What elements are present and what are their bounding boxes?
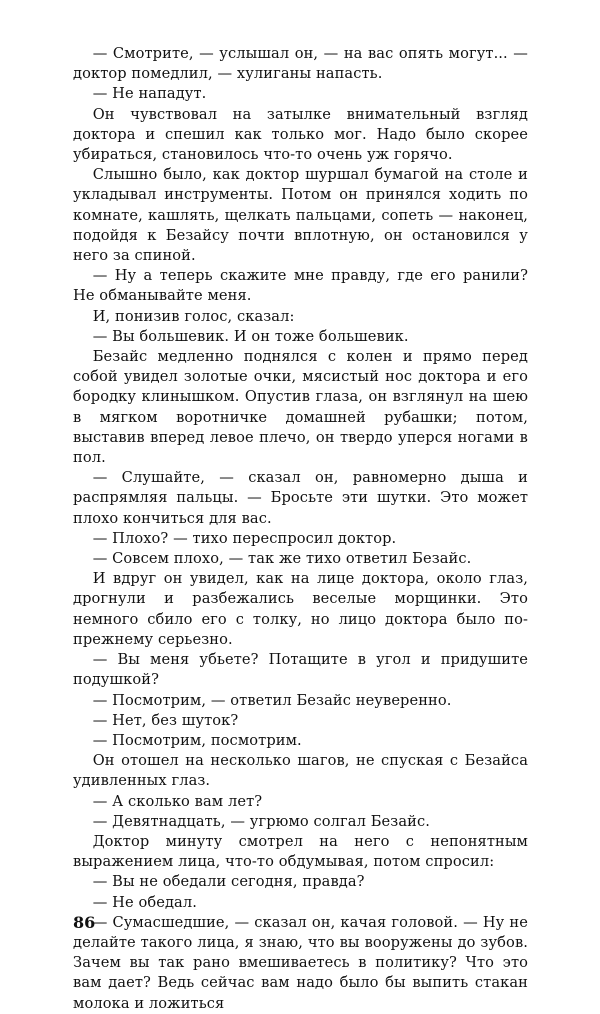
paragraph: — Не нападут. (92, 85, 207, 103)
paragraph: — Вы меня убьете? Потащите в угол и придушите подушкой? (73, 651, 528, 689)
page-number: 86 (73, 913, 96, 932)
paragraph: — Вы не обедали сегодня, правда? (92, 873, 365, 891)
paragraph: — Девятнадцать, — угрюмо солгал Безайс. (92, 812, 430, 830)
paragraph: — Смотрите, — услышал он, — на вас опять могут... — доктор помедлил, — хулиганы напасть. (73, 45, 528, 83)
paragraph: Слышно было, как доктор шуршал бумагой на столе и укладывал инструменты. Потом он принялся ходить по комнате, кашлять, щелкать пальцами, сопеть — наконец, подойдя к Безайсу почти вплотную, он остановился у него за спиной. (73, 166, 528, 265)
paragraph: Доктор минуту смотрел на него с непонятным выражением лица, что-то обдумывая, потом спросил: (73, 832, 528, 871)
body-text (73, 44, 528, 1014)
paragraph: — Посмотрим, посмотрим. (92, 731, 302, 749)
paragraph: Он чувствовал на затылке внимательный взгляд доктора и спешил как только мог. Надо было скорее убираться, становилось что-то очень уж горячо. (73, 105, 528, 164)
paragraph: Безайс медленно поднялся с колен и прямо перед собой увидел золотые очки, мясистый нос доктора и его бородку клинышком. Опустив глаза, он взглянул на шею в мягком воротничке домашней рубашки; потом, выставив вперед левое плечо, он твердо уперся ногами в пол. (73, 348, 528, 467)
paragraph: — Вы большевик. И он тоже большевик. (92, 327, 409, 345)
paragraph: И вдруг он увидел, как на лице доктора, около глаз, дрогнули и разбежались веселые морщинки. Это немного сбило его с толку, но лицо доктора было по-прежнему серьезно. (73, 570, 528, 648)
paragraph: — Нет, без шуток? (92, 711, 239, 729)
paragraph: — Совсем плохо, — так же тихо ответил Безайс. (92, 550, 472, 568)
paragraph: — А сколько вам лет? (92, 792, 263, 810)
paragraph: И, понизив голос, сказал: (92, 307, 295, 325)
paragraph: — Слушайте, — сказал он, равномерно дыша и распрямляя пальцы. — Бросьте эти шутки. Это может плохо кончиться для вас. (73, 469, 528, 527)
paragraph: — Не обедал. (92, 893, 197, 911)
paragraph: Он отошел на несколько шагов, не спуская с Безайса удивленных глаз. (73, 752, 528, 790)
paragraph: — Сумасшедшие, — сказал он, качая головой. — Ну не делайте такого лица, я знаю, что вы вооружены до зубов. Зачем вы так рано вмешиваетесь в политику? Что это вам дает? Ведь сейчас вам надо было бы выпить стакан молока и ложиться (73, 913, 528, 1012)
paragraph: — Посмотрим, — ответил Безайс неуверенно. (92, 691, 452, 709)
paragraph: — Ну а теперь скажите мне правду, где его ранили? Не обманывайте меня. (73, 267, 528, 305)
paragraph: — Плохо? — тихо переспросил доктор. (92, 529, 397, 547)
